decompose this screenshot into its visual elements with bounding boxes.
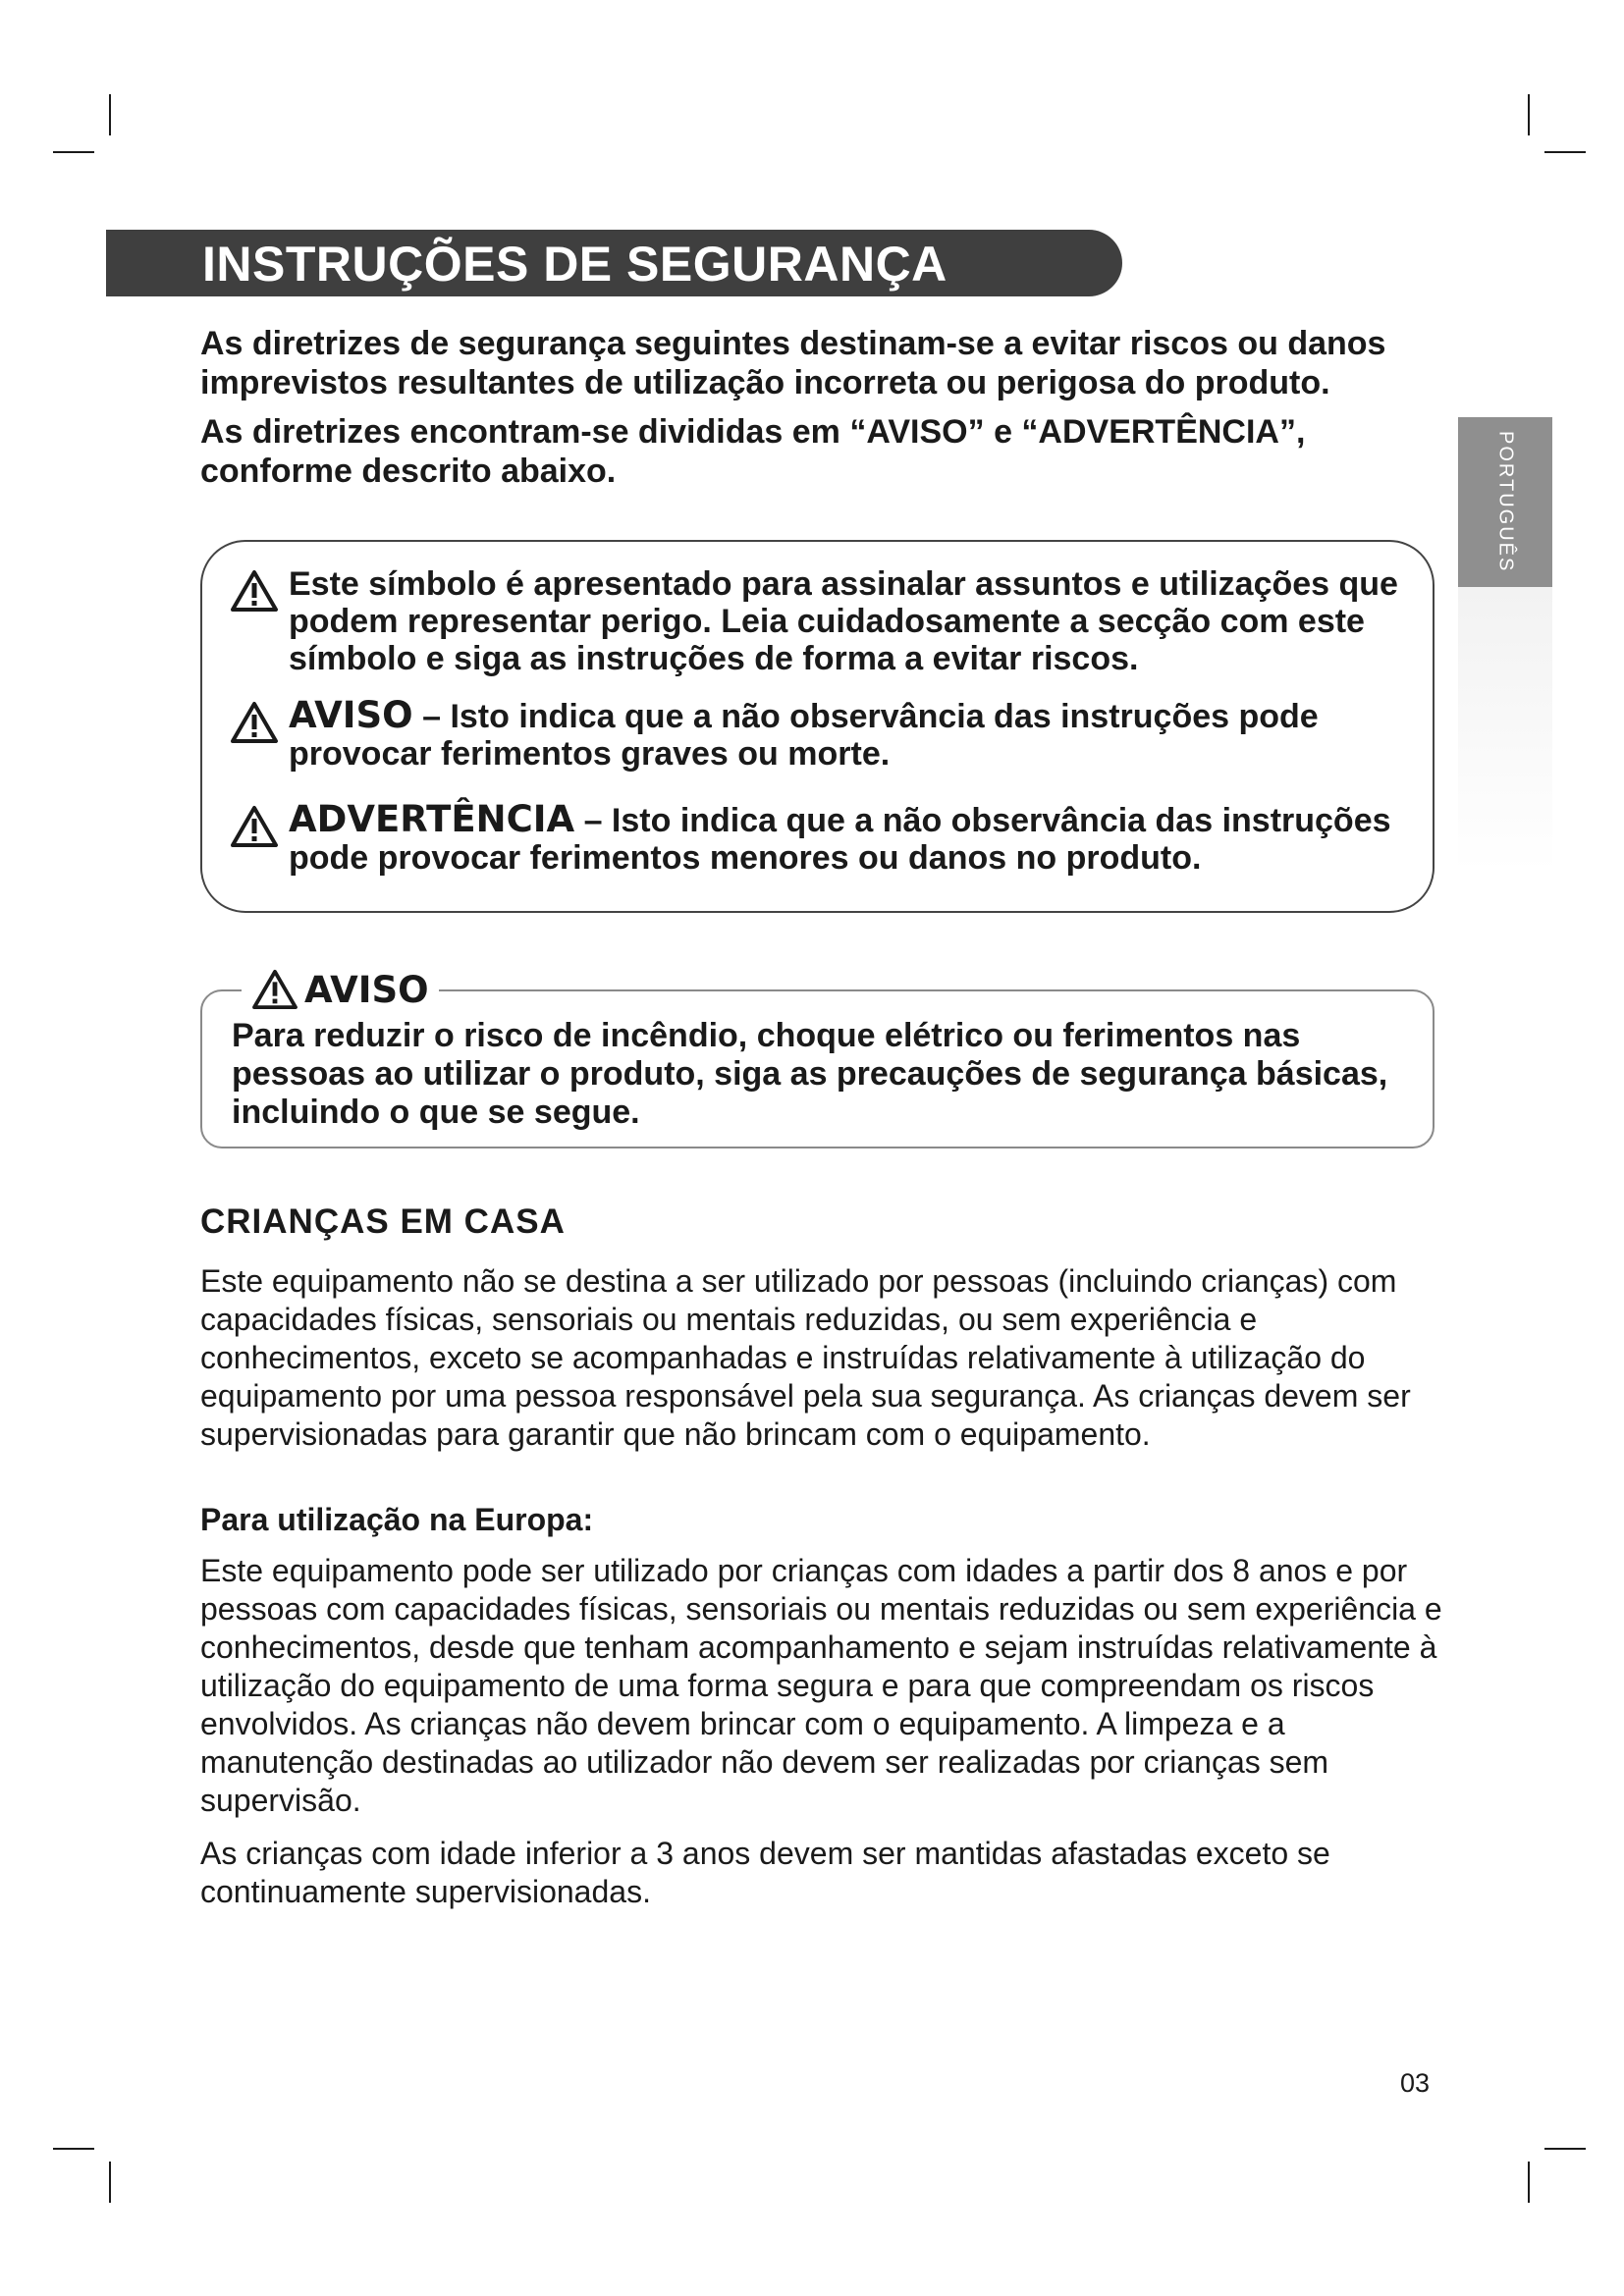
children-paragraph: Este equipamento não se destina a ser utilizado por pessoas (incluindo crianças) com capacidades físicas, sensoriais ou mentais reduzidas, ou sem experiência e conhecimentos, exceto se acompanhadas e instruídas relativamente à utilização do equipamento por uma pessoa responsável pela sua segurança. As crianças devem ser supervisionadas para garantir que não brincam com o equipamento. xyxy=(200,1263,1411,1452)
aviso-box-label xyxy=(242,960,439,1019)
advertencia-description: – Isto indica que a não observância das instruções pode provocar ferimentos menores ou danos no produto. xyxy=(289,802,1391,877)
crop-mark xyxy=(53,151,94,153)
europe-paragraph-1: Este equipamento pode ser utilizado por crianças com idades a partir dos 8 anos e por pessoas com capacidades físicas, sensoriais ou mentais reduzidas ou sem experiência e conhecimentos, desde que tenham acompanhamento e sejam instruídas relativamente à utilização do equipamento de uma forma segura e para que compreendam os riscos envolvidos. As crianças não devem brincar com o equipamento. A limpeza e a manutenção destinadas ao utilizador não devem ser realizadas por crianças sem supervisão. xyxy=(200,1553,1442,1818)
symbol-legend-box xyxy=(200,540,1435,913)
crop-mark xyxy=(1544,2148,1586,2150)
warning-triangle-icon xyxy=(230,701,279,744)
warning-triangle-icon xyxy=(230,805,279,848)
symbol-description: Este símbolo é apresentado para assinalar assuntos e utilizações que podem representar perigo. Leia cuidadosamente a secção com este símbolo e siga as instruções de forma a evitar riscos. xyxy=(289,565,1398,677)
crop-mark xyxy=(1528,94,1530,135)
aviso-label-text: AVISO xyxy=(304,968,429,1011)
aviso-description: – Isto indica que a não observância das instruções pode provocar ferimentos graves ou morte. xyxy=(289,698,1319,773)
children-heading: CRIANÇAS EM CASA xyxy=(200,1202,566,1241)
crop-mark xyxy=(1528,2162,1530,2203)
warning-triangle-icon xyxy=(230,569,279,613)
crop-mark xyxy=(53,2148,94,2150)
language-tab-label: PORTUGUÊS xyxy=(1494,431,1517,573)
crop-mark xyxy=(109,2162,111,2203)
crop-mark xyxy=(109,94,111,135)
aviso-warning-text: Para reduzir o risco de incêndio, choque elétrico ou ferimentos nas pessoas ao utilizar o produto, siga as precauções de segurança básicas, incluindo o que se segue. xyxy=(232,1017,1388,1131)
europe-heading: Para utilização na Europa: xyxy=(200,1502,594,1537)
side-tab-shadow xyxy=(1458,587,1552,872)
page-title: INSTRUÇÕES DE SEGURANÇA xyxy=(202,237,947,292)
aviso-definition xyxy=(289,694,1418,773)
aviso-warning-box xyxy=(200,968,1435,1148)
page-number: 03 xyxy=(1400,2068,1431,2098)
intro-paragraph-2: As diretrizes encontram-se divididas em “AVISO” e “ADVERTÊNCIA”, conforme descrito abaixo. xyxy=(200,413,1306,490)
section-title-bar xyxy=(106,230,1122,296)
warning-triangle-icon xyxy=(251,969,298,1010)
advertencia-definition xyxy=(289,798,1418,877)
intro-paragraph-1: As diretrizes de segurança seguintes destinam-se a evitar riscos ou danos imprevistos resultantes de utilização incorreta ou perigosa do produto. xyxy=(200,325,1386,401)
crop-mark xyxy=(1544,151,1586,153)
europe-paragraph-2: As crianças com idade inferior a 3 anos devem ser mantidas afastadas exceto se continuamente supervisionadas. xyxy=(200,1836,1330,1909)
aviso-keyword: AVISO xyxy=(289,694,413,736)
advertencia-keyword: ADVERTÊNCIA xyxy=(289,798,575,840)
